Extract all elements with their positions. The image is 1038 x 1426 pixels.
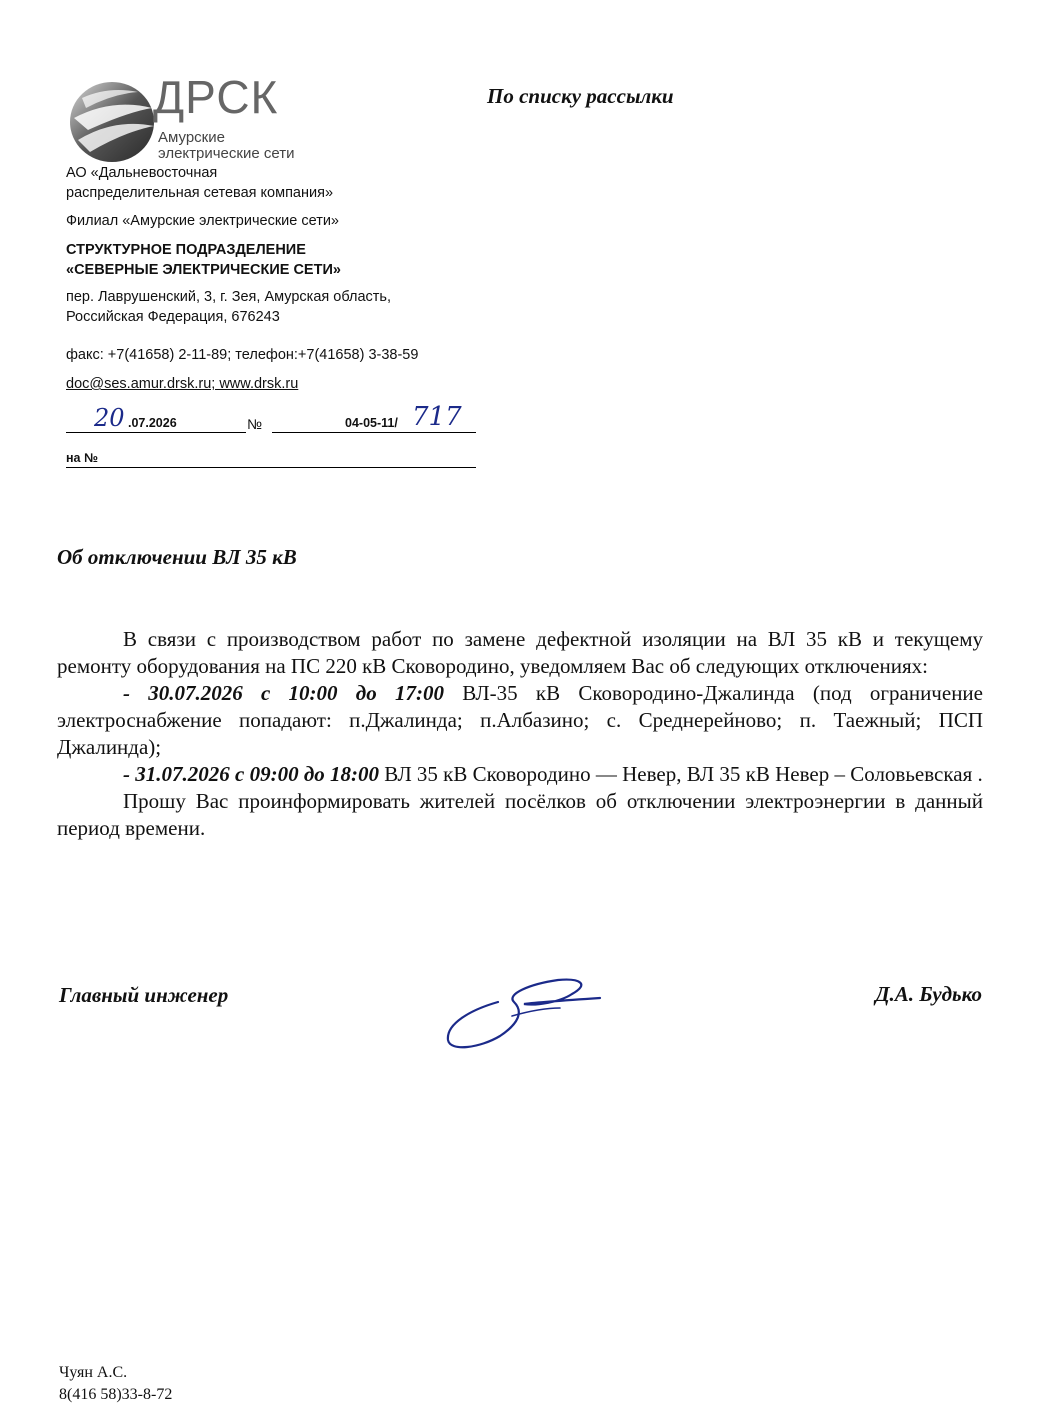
reg-number-line xyxy=(272,402,476,433)
division-line-1: СТРУКТУРНОЕ ПОДРАЗДЕЛЕНИЕ xyxy=(66,242,306,258)
reg-number-handwritten: 717 xyxy=(412,402,462,432)
division-name xyxy=(66,240,341,280)
intro-paragraph: В связи с производством работ по замене дефектной изоляции на ВЛ 35 кВ и текущему ремонту оборудования на ПС 220 кВ Сковородино, уведомляем Вас об следующих отключениях: xyxy=(57,627,983,678)
request-paragraph: Прошу Вас проинформировать жителей посёлков об отключении электроэнергии в данный период времени. xyxy=(57,789,983,840)
item-1-text: ВЛ-35 кВ Сковородино-Джалинда (под ограничение электроснабжение попадают: п.Джалинда; п.Албазино; с. Среднерейново; п. Таежный; ПСП Джалинда); xyxy=(57,681,983,759)
reg-number-sign: № xyxy=(247,416,263,432)
item-1-prefix: - xyxy=(123,681,149,705)
recipient: По списку рассылки xyxy=(487,84,674,108)
address xyxy=(66,287,391,327)
signer-position: Главный инженер xyxy=(59,983,229,1007)
division-line-2: «СЕВЕРНЫЕ ЭЛЕКТРИЧЕСКИЕ СЕТИ» xyxy=(66,262,341,278)
letter-body xyxy=(57,626,983,842)
org-line-2: распределительная сетевая компания» xyxy=(66,185,334,201)
signer-name: Д.А. Будько xyxy=(875,982,982,1006)
executor-info xyxy=(59,1362,172,1406)
executor-name: Чуян А.С. xyxy=(59,1364,128,1381)
reg-number-printed: 04-05-11/ xyxy=(345,416,398,430)
brand-subtitle-line-2: электрические сети xyxy=(158,145,295,162)
item-2-when: 31.07.2026 с 09:00 до 18:00 xyxy=(135,762,379,786)
branch-name: Филиал «Амурские электрические сети» xyxy=(66,213,340,229)
company-logo-icon xyxy=(68,78,158,166)
reg-date-printed: .07.2026 xyxy=(128,416,177,430)
reply-to-label: на № xyxy=(66,451,98,465)
reply-to-line xyxy=(66,447,476,468)
item-1-when: 30.07.2026 с 10:00 до 17:00 xyxy=(148,681,444,705)
contact-email-web[interactable]: doc@ses.amur.drsk.ru; www.drsk.ru xyxy=(66,376,299,392)
handwritten-signature-icon xyxy=(440,972,610,1054)
brand-subtitle xyxy=(158,130,294,162)
reg-date-handwritten: 20 xyxy=(94,404,125,432)
brand-name: ДРСК xyxy=(153,71,279,123)
contact-phones: факс: +7(41658) 2-11-89; телефон:+7(41658) 3-38-59 xyxy=(66,347,419,363)
organization-name xyxy=(66,163,333,203)
brand-subtitle-line-1: Амурские xyxy=(158,129,225,146)
address-line-1: пер. Лаврушенский, 3, г. Зея, Амурская область, xyxy=(66,289,391,305)
address-line-2: Российская Федерация, 676243 xyxy=(66,309,280,325)
subject: Об отключении ВЛ 35 кВ xyxy=(57,545,297,569)
reg-date-line xyxy=(66,404,246,433)
org-line-1: АО «Дальневосточная xyxy=(66,165,218,181)
outage-item-1 xyxy=(57,680,983,761)
executor-phone: 8(416 58)33-8-72 xyxy=(59,1386,173,1403)
item-2-text: ВЛ 35 кВ Сковородино — Невер, ВЛ 35 кВ Невер – Соловьевская . xyxy=(378,762,983,786)
outage-item-2 xyxy=(57,761,983,788)
item-2-prefix: - xyxy=(123,762,136,786)
